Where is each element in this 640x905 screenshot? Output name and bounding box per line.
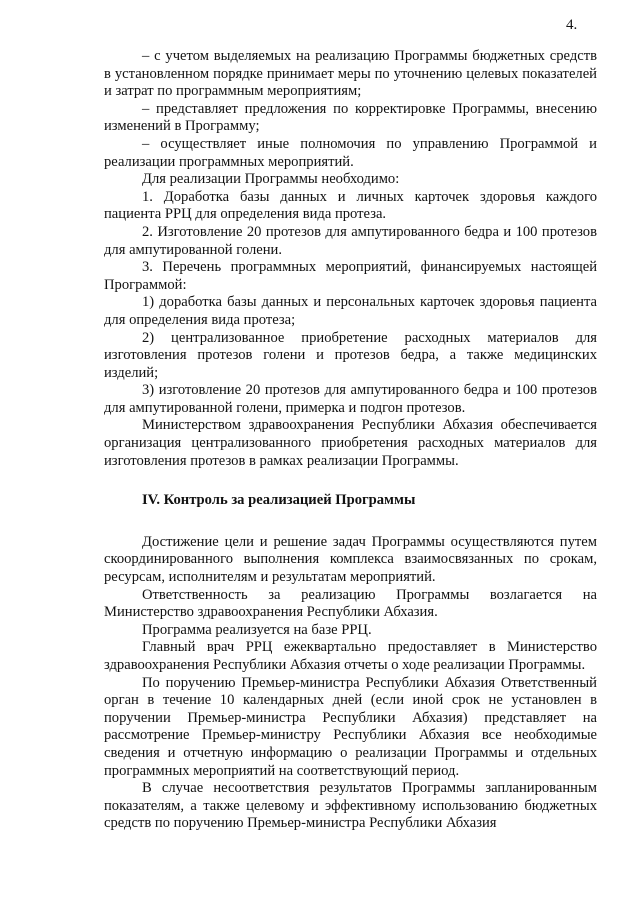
body-paragraph: По поручению Премьер-министра Республики Абхазия Ответственный орган в течение 10 календарных дней (если иной срок не установлен в поручении Премьер-министра Республики Абхазия) представляет на рассмотрение Премьер-министру Республики Абхазия все необходимые сведения и отчетную информацию о реализации Программы и отдельных программных мероприятий на соответствующий период. xyxy=(104,674,597,779)
page-number: 4. xyxy=(566,17,578,33)
body-paragraph: – осуществляет иные полномочия по управлению Программой и реализации программных мероприятий. xyxy=(104,135,597,170)
document-body xyxy=(104,48,597,833)
body-paragraph: Министерством здравоохранения Республики Абхазия обеспечивается организация централизованного приобретения расходных материалов для изготовления протезов в рамках реализации Программы. xyxy=(104,417,597,469)
body-paragraph: – с учетом выделяемых на реализацию Программы бюджетных средств в установленном порядке принимает меры по уточнению целевых показателей и затрат по программным мероприятиям; xyxy=(104,48,597,100)
body-paragraph: – представляет предложения по корректировке Программы, внесению изменений в Программу; xyxy=(104,100,597,135)
body-paragraph: 3. Перечень программных мероприятий, финансируемых настоящей Программой: xyxy=(104,259,597,293)
body-paragraph: 3) изготовление 20 протезов для ампутированного бедра и 100 протезов для ампутированной голени, примерка и подгон протезов. xyxy=(104,382,597,416)
body-paragraph: 2. Изготовление 20 протезов для ампутированного бедра и 100 протезов для ампутированной голени. xyxy=(104,223,597,258)
body-paragraph: 1. Доработка базы данных и личных карточек здоровья каждого пациента РРЦ для определения вида протеза. xyxy=(104,188,597,223)
body-paragraph: В случае несоответствия результатов Программы запланированным показателям, а также целевому и эффективному использованию бюджетных средств по поручению Премьер-министра Республики Абхазия xyxy=(104,780,597,832)
section-heading: IV. Контроль за реализацией Программы xyxy=(142,492,416,509)
body-paragraph: Достижение цели и решение задач Программы осуществляются путем скоординированного выполнения комплекса взаимосвязанных по срокам, ресурсам, исполнителям и результатам мероприятий. xyxy=(104,533,597,586)
body-paragraph: Программа реализуется на базе РРЦ. xyxy=(142,621,372,638)
body-paragraph: Для реализации Программы необходимо: xyxy=(142,171,400,188)
body-paragraph: 2) централизованное приобретение расходных материалов для изготовления протезов голени и протезов бедра, а также медицинских изделий; xyxy=(104,329,597,381)
body-paragraph: 1) доработка базы данных и персональных карточек здоровья пациента для определения вида протеза; xyxy=(104,294,597,328)
body-paragraph: Главный врач РРЦ ежеквартально предоставляет в Министерство здравоохранения Республики Абхазия отчеты о ходе реализации Программы. xyxy=(104,639,597,673)
body-paragraph: Ответственность за реализацию Программы возлагается на Министерство здравоохранения Республики Абхазия. xyxy=(104,586,597,621)
